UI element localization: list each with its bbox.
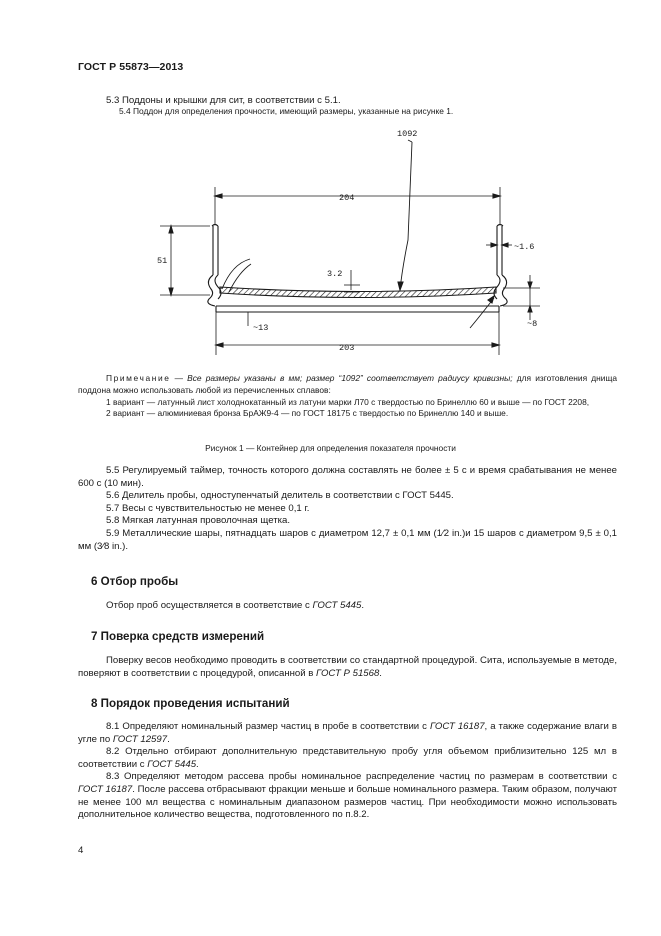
dim-bottom-right: ~8 xyxy=(527,319,538,329)
note-variant-1: 1 вариант — латунный лист холоднокатанный из латуни марки Л70 с твердостью по Бринеллю 60 и выше — по ГОСТ 2208, xyxy=(106,396,590,407)
ref-gost-5445: ГОСТ 5445 xyxy=(312,600,362,611)
section-6-text: Отбор проб осуществляется в соответствие с ГОСТ 5445. xyxy=(106,600,365,611)
clauses-5-5-to-5-9 xyxy=(78,465,617,553)
figure-caption: Рисунок 1 — Контейнер для определения показателя прочности xyxy=(205,443,456,453)
ref-gost-r-51568: ГОСТ Р 51568 xyxy=(316,667,380,679)
dim-wall: ~1.6 xyxy=(514,242,535,252)
dim-height: 51 xyxy=(157,256,168,266)
section-8-title: 8 Порядок проведения испытаний xyxy=(91,697,290,710)
section-7-title: 7 Поверка средств измерений xyxy=(91,630,265,643)
clause-5-9: 5.9 Металлические шары, пятнадцать шаров с диаметром 12,7 ± 0,1 мм (1⁄2 in.)и 15 шаров с диаметром 9,5 ± 0,1 мм (3⁄8 in.). xyxy=(78,527,617,552)
dim-top-width: 204 xyxy=(339,193,355,203)
note-label: Примечание xyxy=(106,373,171,383)
page-number: 4 xyxy=(78,845,84,856)
clause-8-1: 8.1 Определяют номинальный размер частиц в пробе в соответствии с ГОСТ 16187, а также содержание влаги в угле по ГОСТ 12597. xyxy=(78,721,617,745)
note-italic: Все размеры указаны в мм; размер “1092” соответствует радиусу кривизны; xyxy=(187,373,513,383)
clause-5-6: 5.6 Делитель пробы, одноступенчатый делитель в соответствии с ГОСТ 5445. xyxy=(106,490,454,502)
clause-8-2: 8.2 Отдельно отбирают дополнительную представительную пробу угля объемом приблизительно 125 мл в соответствии с ГОСТ 5445. xyxy=(78,746,617,770)
clause-8-3: 8.3 Определяют методом рассева пробы номинальное распределение частиц по размерам в соответствии с ГОСТ 16187. После рассева отбрасывают фракции меньше и больше номинального размера. Таким образом, получают не менее 100 мл вещества с номинальным диапазоном размеров частиц. При необходимости можно использовать дополнительное количество вещества, подготовленного по п.8.2. xyxy=(78,771,617,821)
figure-note: Примечание — Все размеры указаны в мм; размер “1092” соответствует радиусу кривизны; для изготовления днища поддона можно использовать любой из перечисленных сплавов: 1 вариант — латунный лист холоднокатанный из латуни марки Л70 с твердостью по Бринеллю 60 и выше — по ГОСТ 2208, 2 вариант — алюминиевая бронза БрАЖ9-4 — по ГОСТ 18175 с твердостью по Бринеллю 140 и выше. xyxy=(78,373,618,419)
dim-bottom-width: 203 xyxy=(339,343,355,353)
clause-5-8: 5.8 Мягкая латунная проволочная щетка. xyxy=(106,515,291,527)
dim-inner-step: 3.2 xyxy=(327,269,343,279)
clause-5-3: 5.3 Поддоны и крышки для сит, в соответствии с 5.1. xyxy=(106,95,341,106)
clause-5-7: 5.7 Весы с чувствительностью не менее 0,1 г. xyxy=(106,502,310,514)
section-8-text xyxy=(78,721,617,822)
dim-bottom-left: ~13 xyxy=(253,323,269,333)
section-7-text: Поверку весов необходимо проводить в соответствии со стандартной процедурой. Сита, используемые в методе, поверяют в соответствии с процедурой, описанной в ГОСТ Р 51568. xyxy=(78,655,617,679)
section-6-title: 6 Отбор пробы xyxy=(91,575,179,588)
clause-5-4: 5.4 Поддон для определения прочности, имеющий размеры, указанные на рисунке 1. xyxy=(119,106,454,116)
clause-5-5: 5.5 Регулируемый таймер, точность которого должна составлять не более ± 5 с и время срабатывания не менее 600 с (10 мин). xyxy=(78,465,617,489)
dim-radius: 1092 xyxy=(397,129,418,139)
container-drawing xyxy=(150,120,570,365)
note-variant-2: 2 вариант — алюминиевая бронза БрАЖ9-4 — по ГОСТ 18175 с твердостью по Бринеллю 140 и выше. xyxy=(106,408,509,419)
document-header: ГОСТ Р 55873—2013 xyxy=(78,61,184,73)
